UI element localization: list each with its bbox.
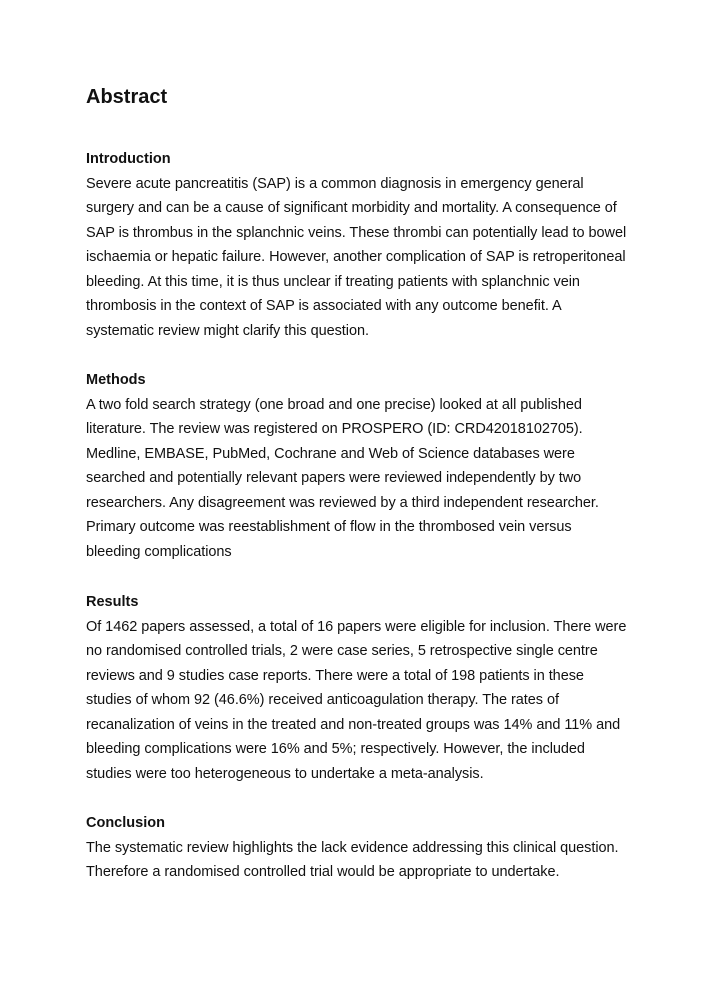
paragraph-line: literature. The review was registered on PROSPERO (ID: CRD42018102705). [86, 421, 583, 437]
section-heading-introduction: Introduction [86, 151, 171, 167]
paragraph-line: surgery and can be a cause of significant morbidity and mortality. A consequence of [86, 200, 617, 216]
paragraph-line: bleeding complications were 16% and 5%; respectively. However, the included [86, 741, 585, 757]
section-heading-methods: Methods [86, 372, 146, 388]
paragraph-line: thrombosis in the context of SAP is associated with any outcome benefit. A [86, 298, 562, 314]
paragraph-line: bleeding. At this time, it is thus unclear if treating patients with splanchnic vein [86, 273, 580, 290]
paragraph-line: searched and potentially relevant papers were reviewed independently by two [86, 470, 582, 486]
section-introduction [86, 147, 646, 343]
paragraph-line: researchers. Any disagreement was reviewed by a third independent researcher. [86, 494, 599, 511]
paragraph-line: Therefore a randomised controlled trial would be appropriate to undertake. [86, 864, 560, 880]
paragraph-line: Severe acute pancreatitis (SAP) is a common diagnosis in emergency general [86, 175, 584, 192]
paragraph-line: no randomised controlled trials, 2 were case series, 5 retrospective single centre [86, 643, 598, 659]
paragraph-line: reviews and 9 studies case reports. There were a total of 198 patients in these [86, 667, 584, 684]
paragraph-line: Medline, EMBASE, PubMed, Cochrane and Web of Science databases were [86, 445, 575, 462]
section-results [86, 590, 646, 786]
section-heading-conclusion: Conclusion [86, 815, 165, 831]
section-conclusion [86, 811, 646, 885]
page-title: Abstract [86, 86, 168, 108]
paragraph-line: Of 1462 papers assessed, a total of 16 papers were eligible for inclusion. There were [86, 618, 627, 635]
section-heading-results: Results [86, 594, 139, 610]
paragraph-line: bleeding complications [86, 543, 232, 560]
paragraph-line: SAP is thrombus in the splanchnic veins. These thrombi can potentially lead to bowel [86, 224, 627, 241]
paragraph-line: The systematic review highlights the lack evidence addressing this clinical question. [86, 839, 619, 856]
paragraph-line: recanalization of veins in the treated and non-treated groups was 14% and 11% and [86, 716, 621, 733]
paragraph-line: studies were too heterogeneous to undertake a meta-analysis. [86, 765, 484, 782]
paragraph-line: Primary outcome was reestablishment of flow in the thrombosed vein versus [86, 519, 572, 535]
paragraph-line: A two fold search strategy (one broad and one precise) looked at all published [86, 396, 582, 413]
paragraph-line: studies of whom 92 (46.6%) received anticoagulation therapy. The rates of [86, 692, 559, 708]
paragraph-line: ischaemia or hepatic failure. However, another complication of SAP is retroperitoneal [86, 249, 626, 265]
paragraph-line: systematic review might clarify this question. [86, 322, 369, 339]
section-methods [86, 368, 646, 564]
